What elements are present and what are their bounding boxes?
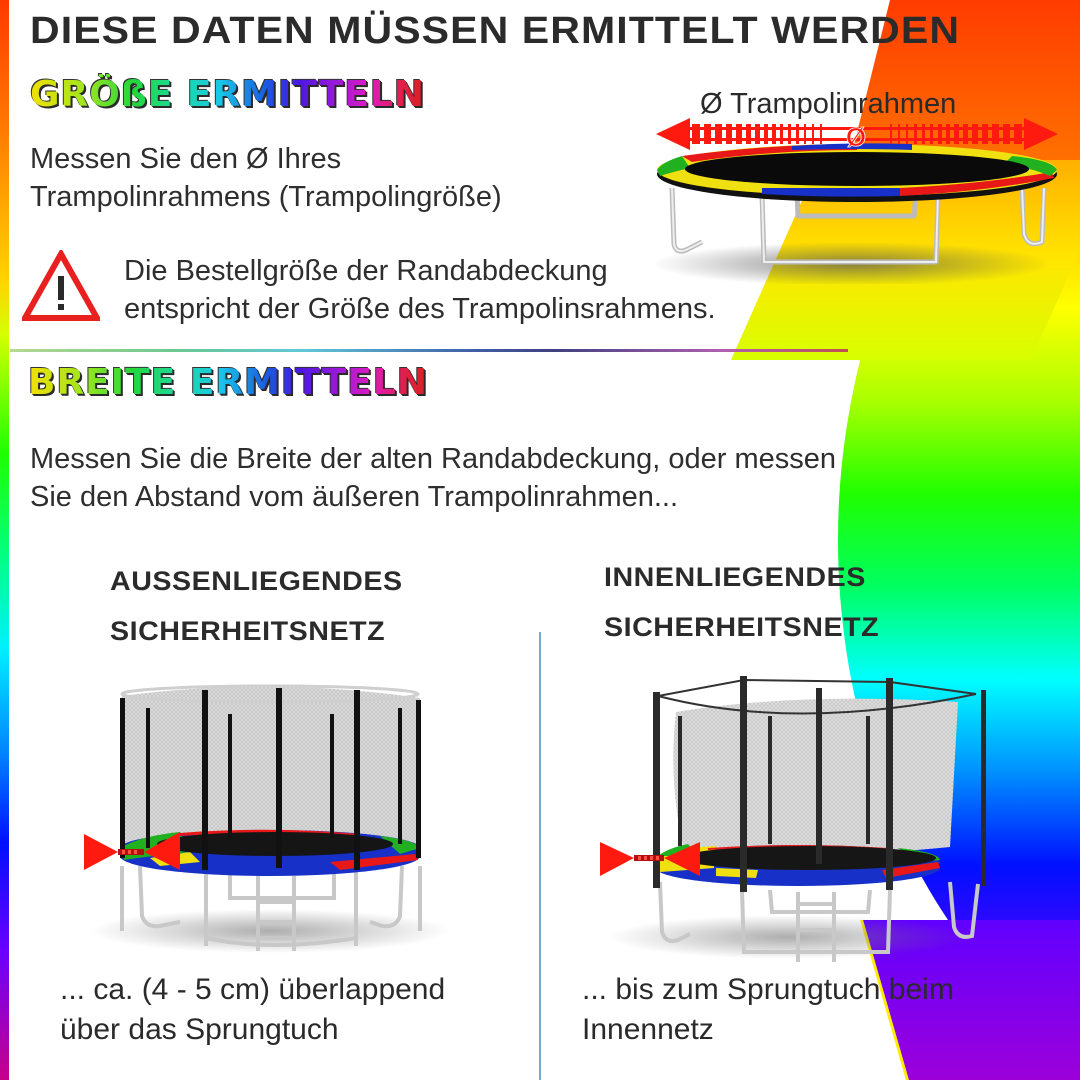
page-title: DIESE DATEN MÜSSEN ERMITTELT WERDEN <box>30 10 961 52</box>
outer-net-trampoline-image <box>80 676 460 956</box>
outer-net-heading-line: SICHERHEITSNETZ <box>110 616 386 646</box>
warning-triangle-icon <box>22 250 100 322</box>
outer-net-caption-line: über das Sprungtuch <box>60 1013 339 1046</box>
warning-message <box>124 252 716 328</box>
rainbow-left-stripe <box>0 0 9 1080</box>
inner-net-heading-line: SICHERHEITSNETZ <box>604 612 880 642</box>
inner-net-trampoline-image <box>598 672 988 962</box>
warning-line: Die Bestellgröße der Randabdeckung <box>124 255 608 287</box>
outer-net-caption <box>60 970 445 1050</box>
width-description-line: Messen Sie die Breite der alten Randabdeckung, oder messen <box>30 443 837 475</box>
width-description-line: Sie den Abstand vom äußeren Trampolinrahmen... <box>30 481 679 513</box>
inner-net-caption <box>582 970 954 1050</box>
size-description-line: Messen Sie den Ø Ihres <box>30 143 342 175</box>
outer-net-heading <box>110 556 403 656</box>
size-heading: GRÖßE ERMITTELN <box>30 74 426 115</box>
column-divider <box>539 632 541 1080</box>
section-divider <box>10 349 848 352</box>
inner-net-caption-line: ... bis zum Sprungtuch beim <box>582 973 954 1006</box>
warning-line: entspricht der Größe des Trampolinsrahmens. <box>124 293 716 325</box>
size-description <box>30 140 502 216</box>
width-heading: BREITE ERMITTELN <box>28 362 428 403</box>
inner-net-heading-line: INNENLIEGENDES <box>604 562 866 592</box>
inner-net-caption-line: Innennetz <box>582 1013 714 1046</box>
outer-net-caption-line: ... ca. (4 - 5 cm) überlappend <box>60 973 446 1006</box>
diagram-label: Ø Trampolinrahmen <box>700 88 957 120</box>
inner-net-heading <box>604 552 879 652</box>
width-description <box>30 440 836 516</box>
size-description-line: Trampolinrahmens (Trampolingröße) <box>30 181 502 213</box>
diameter-symbol: Ø <box>845 122 867 152</box>
outer-net-heading-line: AUSSENLIEGENDES <box>110 566 403 596</box>
